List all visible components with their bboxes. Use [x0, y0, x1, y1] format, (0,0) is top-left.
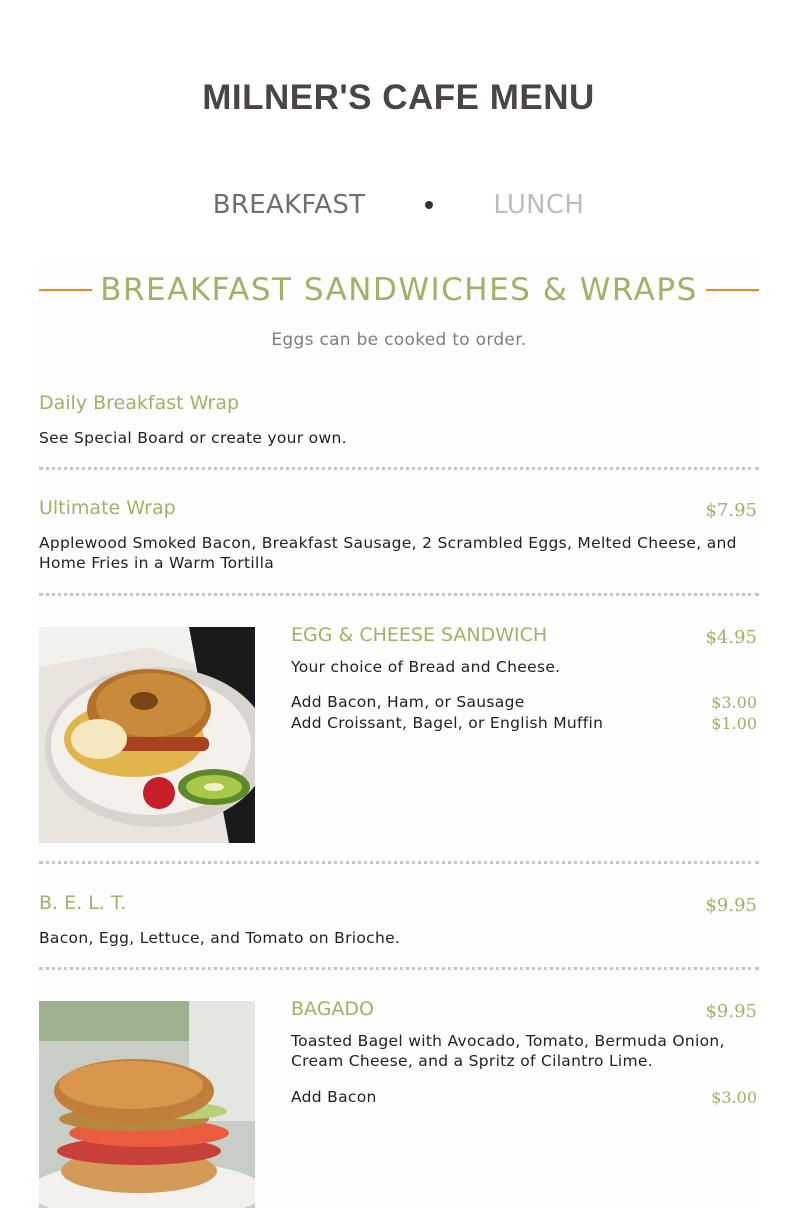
- menu-panel: [39, 258, 759, 1208]
- item-divider: [39, 593, 759, 596]
- tab-separator-dot: [425, 201, 433, 209]
- tab-lunch[interactable]: LUNCH: [493, 190, 585, 220]
- item-desc-ultimate-wrap: Applewood Smoked Bacon, Breakfast Sausage, 2 Scrambled Eggs, Melted Cheese, and Home Fries in a Warm Tortilla: [39, 534, 737, 572]
- page-title: MILNER'S CAFE MENU: [202, 78, 595, 117]
- item-desc-egg-cheese-sandwich: Your choice of Bread and Cheese.: [291, 658, 561, 676]
- item-price-ultimate-wrap: $7.95: [705, 500, 757, 521]
- section-note: Eggs can be cooked to order.: [271, 330, 527, 350]
- item-divider: [39, 967, 759, 970]
- egg-cheese-sandwich-photo: [39, 627, 255, 843]
- item-name-daily-breakfast-wrap: Daily Breakfast Wrap: [39, 392, 240, 414]
- item-name-egg-cheese-sandwich: EGG & CHEESE SANDWICH: [291, 624, 548, 646]
- section-title: BREAKFAST SANDWICHES & WRAPS: [100, 272, 698, 308]
- section-rule-right: [706, 289, 759, 291]
- addon-label: Add Bacon: [291, 1088, 377, 1106]
- item-price-bagado: $9.95: [705, 1001, 757, 1022]
- addon-price: $1.00: [711, 714, 757, 733]
- addon-label: Add Croissant, Bagel, or English Muffin: [291, 714, 604, 732]
- menu-tabs: [0, 190, 797, 220]
- item-price-egg-cheese-sandwich: $4.95: [705, 627, 757, 648]
- addon-price: $3.00: [711, 1088, 757, 1107]
- item-desc-daily-breakfast-wrap: See Special Board or create your own.: [39, 429, 347, 447]
- addon-label: Add Bacon, Ham, or Sausage: [291, 693, 525, 711]
- item-desc-belt: Bacon, Egg, Lettuce, and Tomato on Brioche.: [39, 929, 401, 947]
- addon-price: $3.00: [711, 693, 757, 712]
- item-name-belt: B. E. L. T.: [39, 892, 127, 914]
- item-divider: [39, 467, 759, 470]
- item-desc-bagado: Toasted Bagel with Avocado, Tomato, Bermuda Onion, Cream Cheese, and a Spritz of Cilantro Lime.: [291, 1032, 725, 1070]
- tab-breakfast[interactable]: BREAKFAST: [212, 190, 366, 220]
- item-divider: [39, 861, 759, 864]
- item-price-belt: $9.95: [705, 895, 757, 916]
- section-rule-left: [39, 289, 92, 291]
- section-header: [39, 272, 759, 308]
- item-name-bagado: BAGADO: [291, 998, 375, 1020]
- bagado-photo: [39, 1001, 255, 1208]
- item-name-ultimate-wrap: Ultimate Wrap: [39, 497, 176, 519]
